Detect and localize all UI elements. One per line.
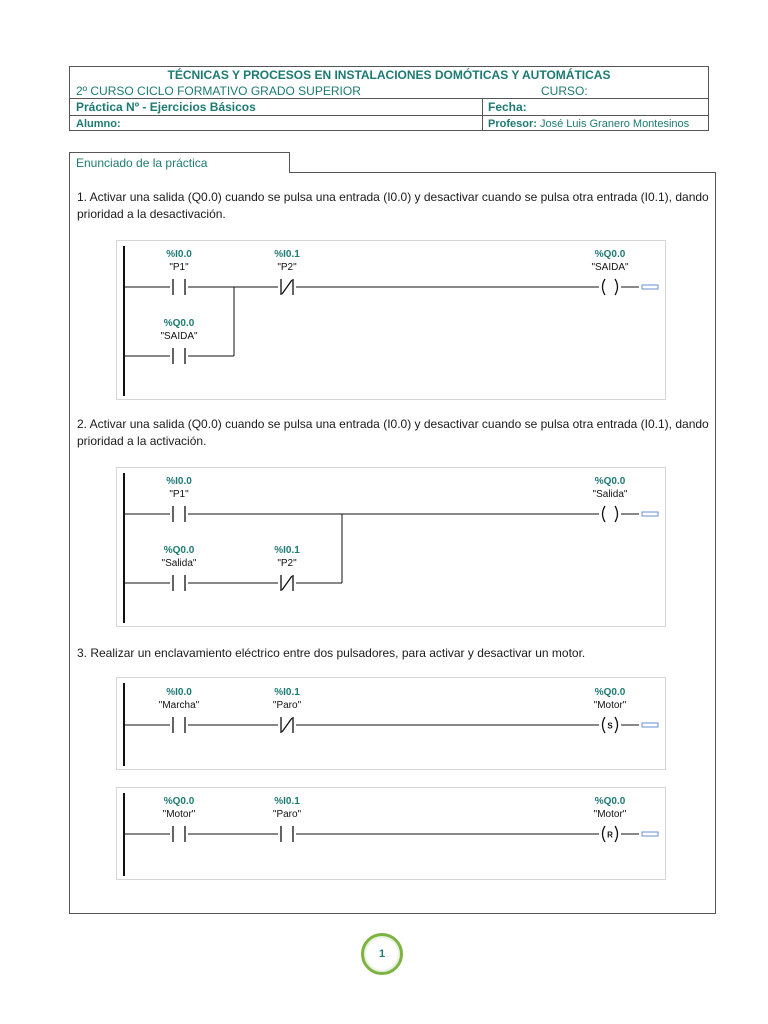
ladder-diagram-2-svg bbox=[117, 468, 667, 628]
ladder-coil-set-motor bbox=[594, 687, 627, 734]
ladder-contact-marcha bbox=[159, 687, 200, 734]
ladder-contact-paro bbox=[273, 796, 302, 843]
exercise-1-text: 1. Activar una salida (Q0.0) cuando se pulsa una entrada (I0.0) y desactivar cuando se pulsa otra entrada (I0.1), dando prioridad a la desactivación. bbox=[77, 190, 709, 221]
coil-letter: R bbox=[607, 830, 613, 840]
address-label: %Q0.0 bbox=[594, 249, 626, 260]
ladder-contact-saida bbox=[160, 318, 198, 365]
tag-label: "Motor" bbox=[593, 809, 627, 820]
ladder-contact-p2-nc bbox=[274, 545, 300, 592]
tag-label: "Motor" bbox=[593, 700, 627, 711]
course-line: 2º CURSO CICLO FORMATIVO GRADO SUPERIOR bbox=[76, 84, 361, 98]
tag-label: "P2" bbox=[277, 262, 297, 273]
tag-label: "Paro" bbox=[272, 809, 302, 820]
address-label: %I0.1 bbox=[274, 545, 300, 556]
address-label: %Q0.0 bbox=[594, 796, 626, 807]
address-label: %I0.0 bbox=[166, 687, 192, 698]
coil-letter: S bbox=[607, 721, 613, 731]
profesor-label: Profesor: bbox=[488, 118, 537, 130]
address-label: %I0.1 bbox=[274, 687, 300, 698]
tag-label: "P1" bbox=[169, 489, 189, 500]
ladder-coil-reset-motor bbox=[594, 796, 627, 843]
curso-label: CURSO: bbox=[541, 84, 588, 98]
ladder-diagram-3-svg bbox=[117, 678, 667, 771]
divider bbox=[482, 98, 483, 131]
ladder-contact-p1 bbox=[166, 476, 192, 523]
ladder-diagram-1-svg bbox=[117, 241, 667, 401]
tag-label: "Marcha" bbox=[158, 700, 200, 711]
address-label: %I0.1 bbox=[274, 796, 300, 807]
section-tab: Enunciado de la práctica bbox=[69, 152, 290, 173]
address-label: %Q0.0 bbox=[163, 545, 195, 556]
ladder-contact-p2-nc bbox=[274, 249, 300, 296]
tag-label: "Salida" bbox=[161, 558, 197, 569]
rung-end-marker bbox=[642, 723, 658, 727]
address-label: %Q0.0 bbox=[594, 687, 626, 698]
rung-end-marker bbox=[642, 832, 658, 836]
tag-label: "SAIDA" bbox=[160, 331, 198, 342]
rung-end-marker bbox=[642, 285, 658, 289]
ladder-contact-salida bbox=[162, 545, 197, 592]
tag-label: "Salida" bbox=[592, 489, 628, 500]
address-label: %Q0.0 bbox=[594, 476, 626, 487]
page-number-badge: 1 bbox=[361, 933, 403, 975]
address-label: %Q0.0 bbox=[163, 318, 195, 329]
tag-label: "P2" bbox=[277, 558, 297, 569]
divider bbox=[70, 115, 708, 116]
ladder-contact-paro-nc bbox=[273, 687, 302, 734]
ladder-coil-saida bbox=[591, 249, 629, 296]
practica-label: Práctica Nº - Ejercicios Básicos bbox=[76, 100, 256, 114]
ladder-diagram-4-svg bbox=[117, 788, 667, 881]
rung-end-marker bbox=[642, 512, 658, 516]
profesor-name: José Luis Granero Montesinos bbox=[539, 118, 690, 130]
profesor-field bbox=[488, 118, 689, 130]
ladder-diagram-2 bbox=[116, 467, 666, 627]
exercise-2-text: 2. Activar una salida (Q0.0) cuando se pulsa una entrada (I0.0) y desactivar cuando se pulsa otra entrada (I0.1), dando prioridad a la activación. bbox=[77, 417, 709, 448]
ladder-contact-motor bbox=[163, 796, 196, 843]
ladder-diagram-3 bbox=[116, 677, 666, 770]
address-label: %I0.0 bbox=[166, 476, 192, 487]
address-label: %I0.0 bbox=[166, 249, 192, 260]
divider bbox=[70, 98, 708, 99]
tag-label: "Paro" bbox=[272, 700, 302, 711]
fecha-label: Fecha: bbox=[488, 100, 527, 114]
ladder-coil-salida bbox=[593, 476, 628, 523]
ladder-contact-p1 bbox=[166, 249, 192, 296]
alumno-label: Alumno: bbox=[76, 118, 121, 130]
tag-label: "P1" bbox=[169, 262, 189, 273]
tag-label: "SAIDA" bbox=[591, 262, 629, 273]
ladder-diagram-4 bbox=[116, 787, 666, 880]
document-title: TÉCNICAS Y PROCESOS EN INSTALACIONES DOMÓTICAS Y AUTOMÁTICAS bbox=[167, 68, 611, 82]
tag-label: "Motor" bbox=[162, 809, 196, 820]
header-table bbox=[69, 66, 709, 131]
address-label: %I0.1 bbox=[274, 249, 300, 260]
exercise-3-text: 3. Realizar un enclavamiento eléctrico entre dos pulsadores, para activar y desactivar un motor. bbox=[77, 646, 586, 660]
ladder-diagram-1 bbox=[116, 240, 666, 400]
address-label: %Q0.0 bbox=[163, 796, 195, 807]
